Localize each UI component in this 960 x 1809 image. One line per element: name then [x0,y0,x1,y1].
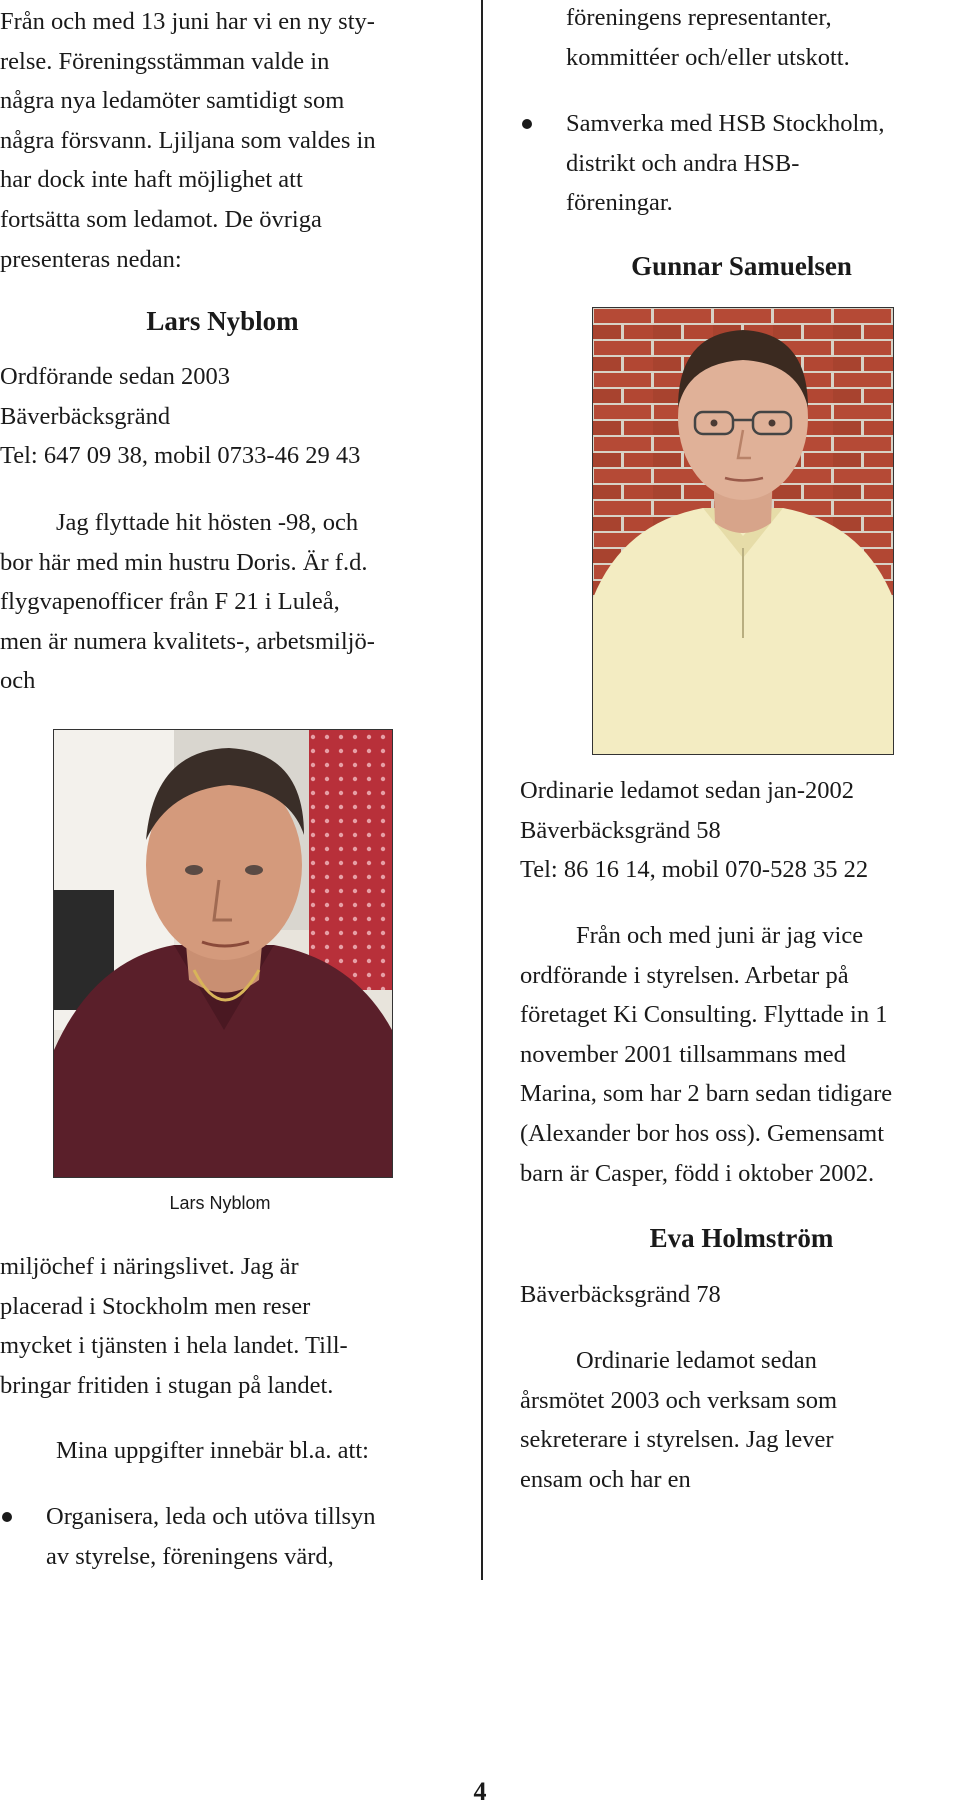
text-line: fortsätta som ledamot. De övriga [0,205,322,233]
text-line: bor här med min hustru Doris. Är f.d. [0,548,368,576]
text-line: flygvapenofficer från F 21 i Luleå, [0,588,340,616]
contact-info-eva: Bäverbäcksgränd 78 [520,1281,721,1308]
contact-info-gunnar [520,771,868,890]
text-line: några försvann. Ljiljana som valdes in [0,126,376,154]
bio-paragraph-lars [0,503,375,701]
text-line: placerad i Stockholm men reser [0,1292,311,1320]
bullet-icon [2,1512,12,1522]
text-line: Från och med 13 juni har vi en ny sty- [0,8,375,35]
list-item-continued [566,0,850,77]
portrait-image [54,730,392,1177]
text-line: ensam och har en [520,1465,691,1493]
text-line: företaget Ki Consulting. Flyttade in 1 [520,1001,888,1029]
photo-gunnar-samuelsen [592,307,894,755]
text-line: av styrelse, föreningens värd, [46,1542,334,1570]
text-line: (Alexander bor hos oss). Gemensamt [520,1119,885,1147]
duties-intro: Mina uppgifter innebär bl.a. att: [56,1437,369,1464]
heading-lars-nyblom: Lars Nyblom [146,306,299,336]
text-line: Samverka med HSB Stockholm, [566,110,885,137]
bio-paragraph-eva [520,1341,837,1499]
page-number: 4 [473,1777,487,1806]
text-line: Ordinarie ledamot sedan [576,1347,817,1374]
intro-paragraph [0,2,376,279]
text-line: miljöchef i näringslivet. Jag är [0,1253,299,1280]
heading-gunnar-samuelsen: Gunnar Samuelsen [631,251,852,281]
text-line: har dock inte haft möjlighet att [0,166,303,194]
text-line: sekreterare i styrelsen. Jag lever [520,1426,834,1454]
text-line: relse. Föreningsstämman valde in [0,47,330,75]
text-line: mycket i tjänsten i hela landet. Till- [0,1332,348,1360]
text-line: Från och med juni är jag vice [576,922,864,949]
photo-caption: Lars Nyblom [169,1193,271,1213]
text-line: Organisera, leda och utöva tillsyn [46,1503,376,1530]
list-item [520,104,884,223]
text-line: Tel: 647 09 38, mobil 0733-46 29 43 [0,442,361,470]
text-line: barn är Casper, född i oktober 2002. [520,1159,875,1187]
text-line: november 2001 tillsammans med [520,1040,846,1068]
text-line: föreningens representanter, [566,4,832,31]
list-item [0,1497,376,1576]
text-line: föreningar. [566,189,673,217]
text-line: Bäverbäcksgränd [0,402,171,430]
portrait-image [593,308,893,754]
text-line: årsmötet 2003 och verksam som [520,1386,838,1414]
column-divider [481,0,483,1580]
text-line: Tel: 86 16 14, mobil 070-528 35 22 [520,856,869,884]
text-line: kommittéer och/eller utskott. [566,43,850,71]
text-line: Ordinarie ledamot sedan jan-2002 [520,777,855,804]
text-line: Ordförande sedan 2003 [0,363,230,390]
text-line: några nya ledamöter samtidigt som [0,87,345,115]
bio-paragraph-gunnar [520,916,892,1193]
text-line: distrikt och andra HSB- [566,149,800,177]
text-line: Bäverbäcksgränd 58 [520,816,721,844]
text-line: bringar fritiden i stugan på landet. [0,1371,334,1399]
contact-info-lars [0,357,360,476]
photo-lars-nyblom [53,729,393,1178]
text-line: men är numera kvalitets-, arbetsmiljö- [0,627,375,655]
text-line: ordförande i styrelsen. Arbetar på [520,961,849,989]
text-line: Marina, som har 2 barn sedan tidigare [520,1080,893,1108]
bio-paragraph-lars-cont [0,1247,348,1405]
text-line: presenteras nedan: [0,245,182,273]
heading-eva-holmstrom: Eva Holmström [649,1223,834,1253]
text-line: Jag flyttade hit hösten -98, och [56,509,359,536]
text-line: och [0,667,36,695]
bullet-icon [522,119,532,129]
